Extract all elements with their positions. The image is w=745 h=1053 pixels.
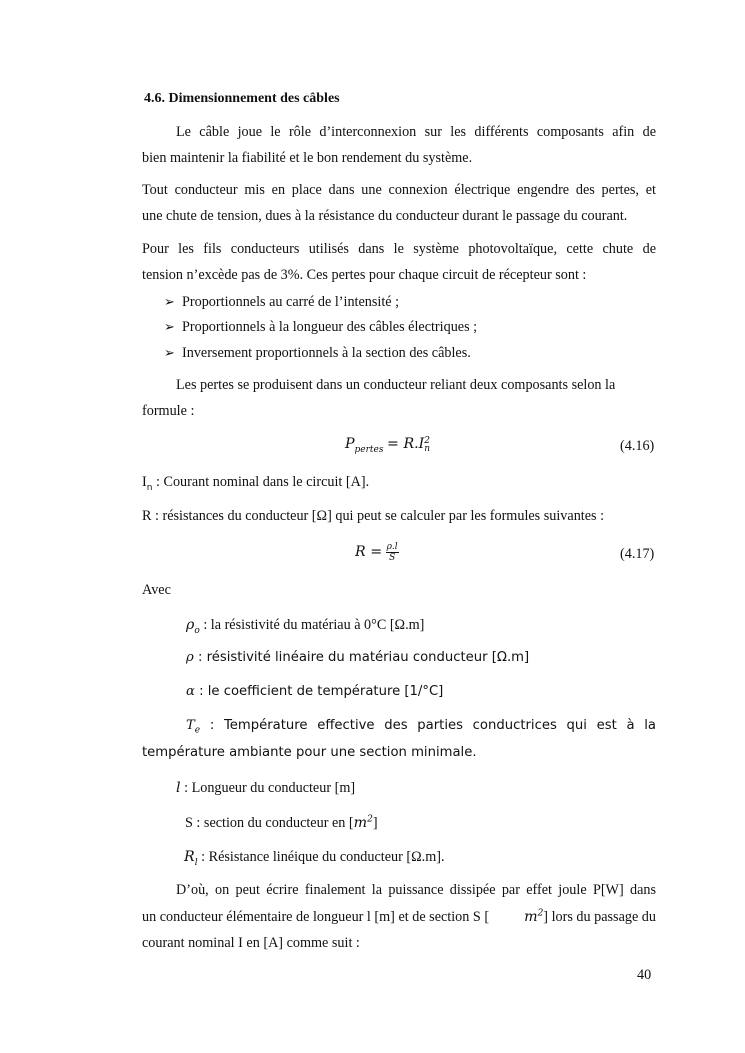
definition-l: l : Longueur du conducteur [m] xyxy=(176,780,356,796)
paragraph-line: R : résistances du conducteur [Ω] qui peut se calculer par les formules suivantes : xyxy=(142,508,605,524)
paragraph-line: une chute de tension, dues à la résistance du conducteur durant le passage du courant. xyxy=(142,208,628,224)
paragraph-line: $I_n$ : Courant nominal dans le circuit [A]. xyxy=(142,474,370,493)
arrow-bullet-icon: ➢ xyxy=(164,319,175,334)
equation-number: (4.16) xyxy=(620,438,655,454)
page-number: 40 xyxy=(637,967,652,983)
definition-rho0: $\rho_o$ : la résistivité du matériau à 0°C [Ω.m] xyxy=(186,617,425,636)
arrow-bullet-icon: ➢ xyxy=(164,294,175,309)
paragraph-line: Avec xyxy=(142,582,171,598)
equation-number: (4.17) xyxy=(620,546,655,562)
paragraph-line: D’où, on peut écrire finalement la puissance dissipée par effet joule P[W] dans xyxy=(176,882,656,898)
definition-rl: $R_l$ : Résistance linéique du conducteur [Ω.m]. xyxy=(184,849,445,868)
list-item: ➢ Inversement proportionnels à la section des câbles. xyxy=(164,345,471,361)
definition-s: S : section du conducteur en $[m^2]$ xyxy=(185,814,378,831)
paragraph-line: courant nominal I en [A] comme suit : xyxy=(142,935,360,951)
paragraph-line: Le câble joue le rôle d’interconnexion sur les différents composants afin de xyxy=(176,124,656,140)
paragraph-line: Pour les fils conducteurs utilisés dans le système photovoltaïque, cette chute de xyxy=(142,241,656,257)
section-heading: 4.6. Dimensionnement des câbles xyxy=(144,91,340,106)
equation-4-16: $P_{pertes} = R.I$ 2 n xyxy=(345,435,431,455)
paragraph-line: tension n’excède pas de 3%. Ces pertes pour chaque circuit de récepteur sont : xyxy=(142,267,587,283)
paragraph-line: bien maintenir la fiabilité et le bon rendement du système. xyxy=(142,150,473,166)
paragraph-line: Tout conducteur mis en place dans une connexion électrique engendre des pertes, et xyxy=(142,182,656,198)
fraction: $\frac{\rho.l}{S}$ xyxy=(386,542,398,563)
definition-alpha: α : le coefficient de température [1/°C] xyxy=(186,684,444,699)
equation-4-17: R = $\frac{\rho.l}{S}$ xyxy=(355,542,398,563)
paragraph-line: formule : xyxy=(142,403,195,419)
paragraph-line: un conducteur élémentaire de longueur l [m] et de section S [ $m^2$] lors du passage du xyxy=(142,908,656,925)
arrow-bullet-icon: ➢ xyxy=(164,345,175,360)
list-item: ➢ Proportionnels au carré de l’intensité ; xyxy=(164,294,400,310)
definition-te: $T_e$ : Température effective des parties conductrices qui est à la xyxy=(186,718,656,736)
definition-rho: ρ : résistivité linéaire du matériau conducteur [Ω.m] xyxy=(186,650,530,665)
list-item: ➢ Proportionnels à la longueur des câbles électriques ; xyxy=(164,319,478,335)
paragraph-line: température ambiante pour une section minimale. xyxy=(142,745,477,760)
paragraph-line: Les pertes se produisent dans un conducteur reliant deux composants selon la xyxy=(176,377,616,393)
